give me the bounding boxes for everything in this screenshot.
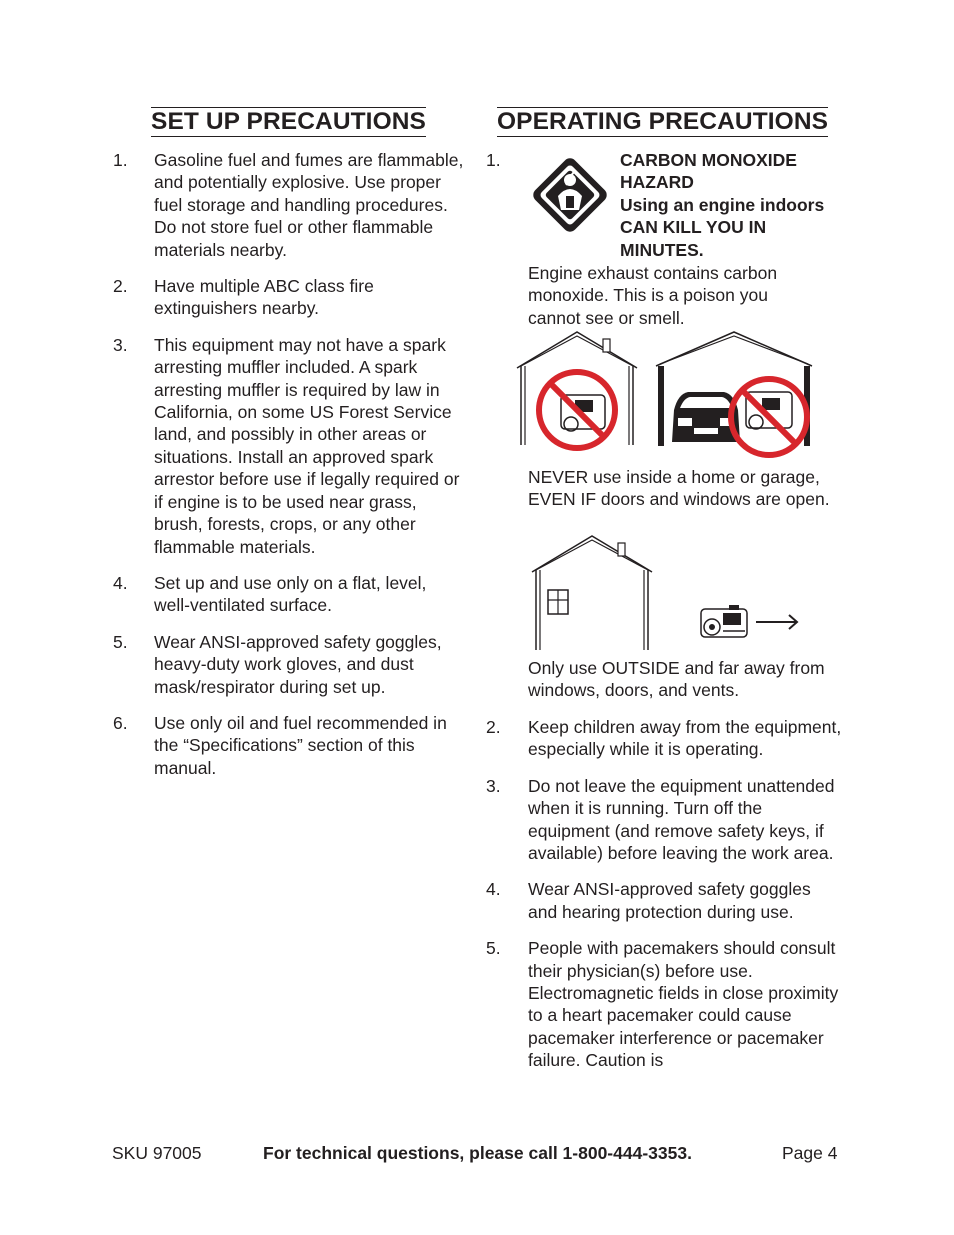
- item-text: This equipment may not have a spark arresting muffler included. A spark arresting muffler is required by law in California, on some US Forest Service land, and possibly in other areas or situations. Install an approved spark arrestor before use if legally required or if engine is to be used near grass, brush, forests, crops, or any other flammable materials.: [154, 334, 460, 557]
- item-text: Do not leave the equipment unattended when it is running. Turn off the equipment (and remove safety keys, if available) before leaving the work area.: [528, 775, 835, 864]
- set-up-precautions-list: [113, 149, 465, 779]
- footer-tech-support: For technical questions, please call 1-800-444-3353.: [263, 1143, 692, 1163]
- footer-sku: SKU 97005: [112, 1143, 202, 1163]
- garage-prohibited-icon: [654, 330, 814, 446]
- item-text: People with pacemakers should consult their physician(s) before use. Electromagnetic fields in close proximity to a heart pacemaker could cause pacemaker interference or pacemaker failure. Caution is: [528, 938, 839, 1071]
- never-use-indoors-text: NEVER use inside a home or garage, EVEN IF doors and windows are open.: [528, 467, 830, 510]
- item-number: 5.: [486, 938, 501, 959]
- item-text: Set up and use only on a flat, level, well-ventilated surface.: [154, 572, 427, 616]
- list-item: [113, 149, 465, 261]
- item-number: 2.: [113, 276, 128, 297]
- operating-precautions-heading: OPERATING PRECAUTIONS: [497, 108, 829, 135]
- item-number: 1.: [486, 150, 501, 170]
- list-item: [486, 775, 844, 865]
- list-item: [486, 937, 844, 1071]
- list-item: [113, 631, 465, 698]
- list-item: [486, 716, 844, 761]
- outside-use-text: Only use OUTSIDE and far away from windows, doors, and vents.: [528, 658, 825, 701]
- item-text: Have multiple ABC class fire extinguishers nearby.: [154, 276, 374, 319]
- list-item: [113, 275, 465, 320]
- list-item: [486, 878, 844, 923]
- item-number: 3.: [113, 334, 128, 355]
- house-prohibited-icon: [515, 330, 639, 446]
- item-number: 4.: [486, 879, 501, 900]
- list-item: [113, 334, 465, 558]
- item-text: Keep children away from the equipment, especially while it is operating.: [528, 717, 842, 760]
- footer-page-number: Page 4: [782, 1143, 838, 1163]
- operating-precautions-list: [486, 716, 844, 1072]
- list-item: [113, 712, 465, 779]
- co-hazard-warning: Using an engine indoors CAN KILL YOU IN MINUTES.: [620, 195, 825, 260]
- item-number: 2.: [486, 717, 501, 737]
- item-text: Wear ANSI-approved safety goggles and hearing protection during use.: [528, 879, 811, 922]
- engine-icon: [699, 603, 749, 641]
- item-text: Wear ANSI-approved safety goggles, heavy-duty work gloves, and dust mask/respirator during set up.: [154, 631, 442, 697]
- item-number: 6.: [113, 712, 128, 733]
- set-up-precautions-heading: SET UP PRECAUTIONS: [151, 108, 426, 135]
- item-number: 3.: [486, 775, 501, 796]
- arrow-right-icon: [755, 612, 799, 632]
- co-hazard-title: CARBON MONOXIDE HAZARD: [620, 150, 797, 193]
- carbon-monoxide-hazard-icon: [527, 152, 613, 238]
- item-text: Use only oil and fuel recommended in the “Specifications” section of this manual.: [154, 712, 447, 778]
- house-outside-icon: [530, 534, 654, 652]
- item-number: 1.: [113, 150, 128, 170]
- item-number: 5.: [113, 631, 128, 652]
- item-text: Gasoline fuel and fumes are flammable, and potentially explosive. Use proper fuel storage and handling procedures. Do not store fuel or other flammable materials nearby.: [154, 150, 464, 260]
- exhaust-text: Engine exhaust contains carbon monoxide. This is a poison you cannot see or smell.: [528, 263, 778, 328]
- item-number: 4.: [113, 572, 128, 593]
- list-item: [113, 572, 465, 617]
